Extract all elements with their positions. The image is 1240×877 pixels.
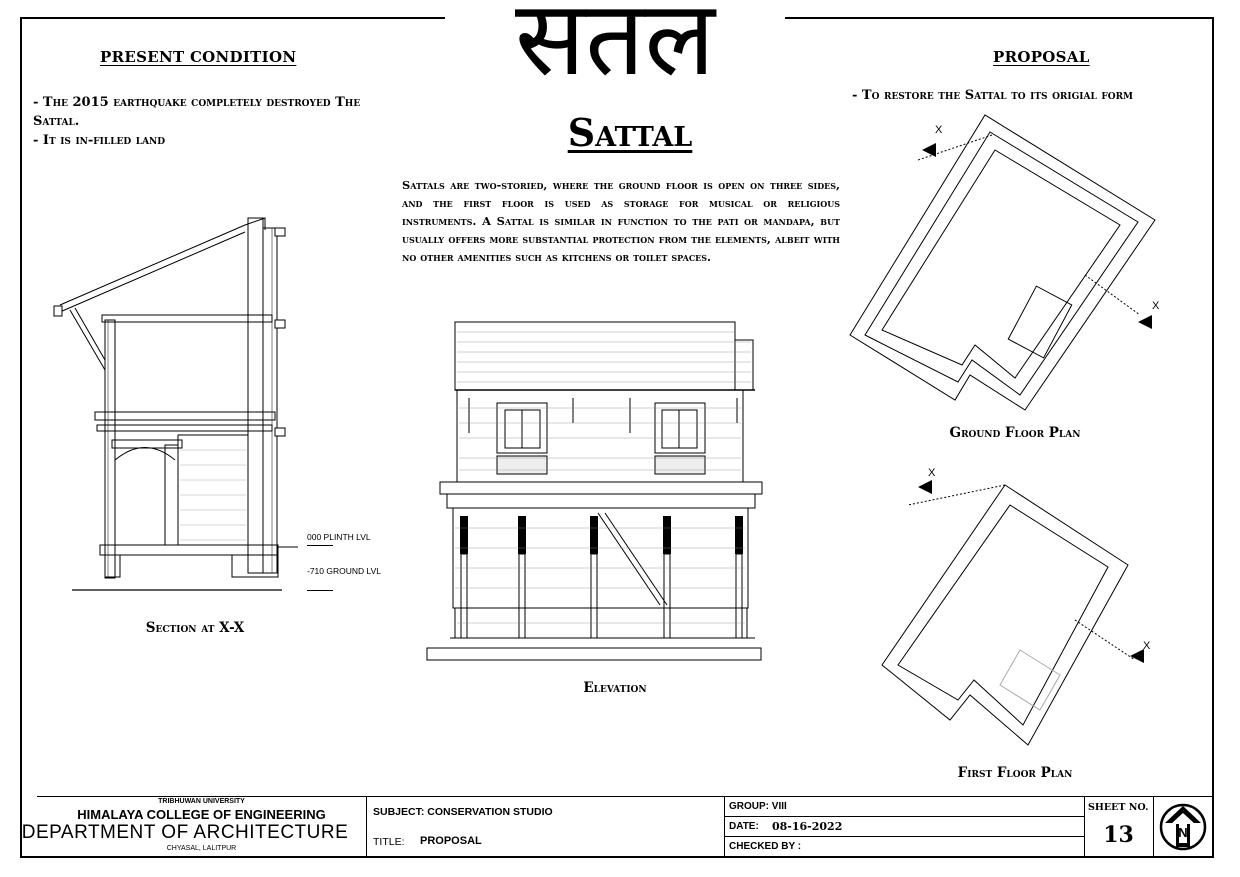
university-name: TRIBHUWAN UNIVERSITY (158, 798, 245, 805)
date-value: 08-16-2022 (772, 820, 843, 833)
devanagari-title: सतल (514, 0, 716, 99)
title-label: TITLE: (373, 836, 405, 848)
present-note-1: - The 2015 earthquake completely destroyed The Sattal. (33, 95, 361, 129)
section-marker-bottom-gf: X (1152, 300, 1160, 312)
tb-divider-2 (724, 796, 725, 858)
date-label: DATE: (729, 821, 759, 832)
section-marker-bottom-ff: X (1143, 640, 1151, 652)
page-title: Sattal (567, 110, 693, 155)
first-floor-plan (860, 470, 1190, 760)
section-marker-top-ff: X (928, 467, 936, 479)
tb-row-line-2 (724, 836, 1084, 837)
section-marker-top-gf: X (935, 124, 943, 136)
plinth-level-label: 000 PLINTH LVL (307, 532, 371, 542)
proposal-heading: PROPOSAL (993, 48, 1090, 66)
ground-level-line (307, 590, 333, 591)
department-name: DEPARTMENT OF ARCHITECTURE (21, 822, 349, 843)
group-text: GROUP: VIII (729, 801, 787, 812)
elevation-drawing (425, 318, 775, 663)
elevation-caption: Elevation (583, 680, 647, 696)
ground-level-label: -710 GROUND LVL (307, 566, 382, 576)
ground-floor-plan (840, 110, 1170, 430)
present-condition-notes (33, 93, 378, 150)
first-floor-caption: First Floor Plan (957, 765, 1073, 781)
sattal-description: Sattals are two-storied, where the ground floor is open on three sides, and the first floor is used as storage for musical or religious instruments. A Sattal is similar in function to the pati or mandapa, but usually offers more substantial protection from the elements, albeit with no other amenities such as kitchens or toilet spaces. (402, 178, 840, 264)
section-drawing (50, 200, 350, 600)
plinth-level-line (307, 545, 333, 546)
present-condition-heading: PRESENT CONDITION (100, 48, 297, 66)
title-value: PROPOSAL (420, 835, 482, 847)
ground-floor-caption: Ground Floor Plan (949, 425, 1081, 441)
tb-row-line-1 (724, 816, 1084, 817)
sheet-label: SHEET NO. (1088, 802, 1149, 813)
checked-by-text: CHECKED BY : (729, 841, 802, 852)
college-name: HIMALAYA COLLEGE OF ENGINEERING (77, 807, 326, 822)
proposal-note: - To restore the Sattal to its origial form (852, 88, 1134, 103)
north-label: N (1178, 825, 1188, 840)
subject-text: SUBJECT: CONSERVATION STUDIO (373, 806, 553, 818)
tb-divider-4 (1153, 796, 1154, 858)
present-note-2: - It is in-filled land (33, 133, 166, 148)
college-location: CHYASAL, LALITPUR (166, 845, 237, 852)
sheet-number: 13 (1103, 822, 1134, 848)
tb-divider-1 (366, 796, 367, 858)
section-caption: Section at X-X (145, 620, 245, 636)
